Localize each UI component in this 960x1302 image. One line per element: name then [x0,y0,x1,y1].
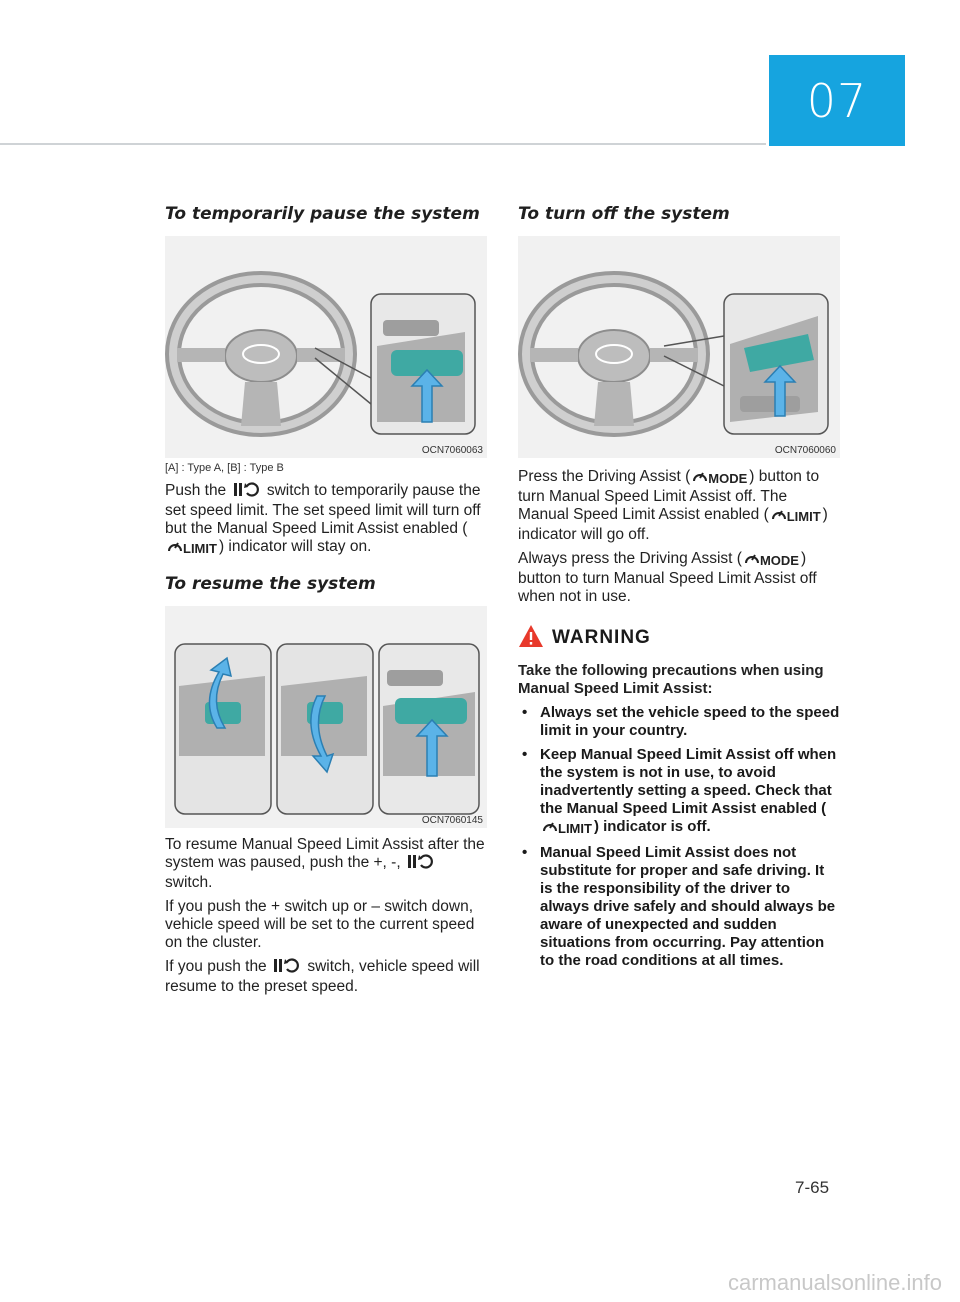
switch-panels-illustration [165,606,487,828]
paragraph-off-1 [518,468,840,544]
paragraph-resume-3 [165,958,487,996]
warning-body [518,662,840,970]
limit-label: LIMIT [786,509,821,524]
watermark: carmanualsonline.info [727,1270,942,1295]
warning-item [518,746,840,838]
figure-code: OCN7060063 [421,445,483,456]
left-column [165,204,487,1002]
text: switch. [165,874,213,891]
limit-label: LIMIT [183,541,217,556]
text: ) indicator will go off. [518,506,828,543]
warning-list [518,704,840,970]
steering-wheel-mode-illustration [518,236,840,458]
text: To resume Manual Speed Limit Assist after the system was paused, push the +, -, [165,836,485,871]
pause-resume-icon [233,482,261,502]
heading-pause: To temporarily pause the system [165,204,480,224]
text: Press the Driving Assist ( [518,468,691,485]
speed-limit-icon [542,819,592,838]
heading-resume: To resume the system [165,574,376,594]
text: ) indicator will stay on. [218,538,372,555]
paragraph-resume-1 [165,836,487,892]
text: ) button to turn Manual Speed Limit Assist off. The Manual Speed Limit Assist enabled ( [518,468,820,523]
pause-resume-icon [407,854,435,874]
chapter-tab: 07 [769,55,905,146]
text: ) button to turn Manual Speed Limit Assist off when not in use. [518,550,817,605]
heading-off: To turn off the system [518,204,730,224]
warning-title: WARNING [552,627,651,648]
mode-label: MODE [759,553,799,568]
steering-wheel-illustration [165,236,487,458]
warning-icon [518,624,544,652]
driving-assist-mode-icon [692,469,747,488]
figure-resume [165,606,487,828]
header-rule [0,143,766,145]
limit-label: LIMIT [558,821,592,836]
speed-limit-icon [771,507,821,526]
figure-pause [165,236,487,458]
warning-header [518,624,840,652]
warning-intro: Take the following precautions when using Manual Speed Limit Assist: [518,662,824,697]
pause-resume-icon [273,958,301,978]
warning-item: • Always set the vehicle speed to the speed limit in your country. [518,704,840,740]
text: switch to temporarily pause the set speed limit. The set speed limit will turn off but the Manual Speed Limit Assist enabled ( [165,482,481,537]
page-number: 7-65 [795,1178,830,1197]
text: ) indicator is off. [593,818,711,835]
speed-limit-icon [167,539,217,558]
text: Keep Manual Speed Limit Assist off when the system is not in use, to avoid inadvertently setting a speed. Check that the Manual Speed Limit Assist enabled ( [540,746,837,817]
mode-label: MODE [708,471,748,486]
driving-assist-mode-icon [744,551,799,570]
right-column [518,204,840,976]
figure-caption: [A] : Type A, [B] : Type B [165,462,284,474]
figure-code: OCN7060145 [421,815,483,826]
paragraph-resume-2: If you push the + switch up or – switch down, vehicle speed will be set to the current speed on the cluster. [165,898,475,951]
text: Always press the Driving Assist ( [518,550,742,567]
warning-item: • Manual Speed Limit Assist does not substitute for proper and safe driving. It is the responsibility of the driver to always drive safely and should always be aware of unexpected and sudden situations from occurring. Pay attention to the road conditions at all times. [518,844,840,970]
figure-off [518,236,840,458]
text: switch, vehicle speed will resume to the preset speed. [165,958,480,995]
text: Push the [165,482,227,499]
paragraph-pause [165,482,487,558]
paragraph-off-2 [518,550,840,606]
figure-code: OCN7060060 [774,445,836,456]
text: If you push the [165,958,267,975]
